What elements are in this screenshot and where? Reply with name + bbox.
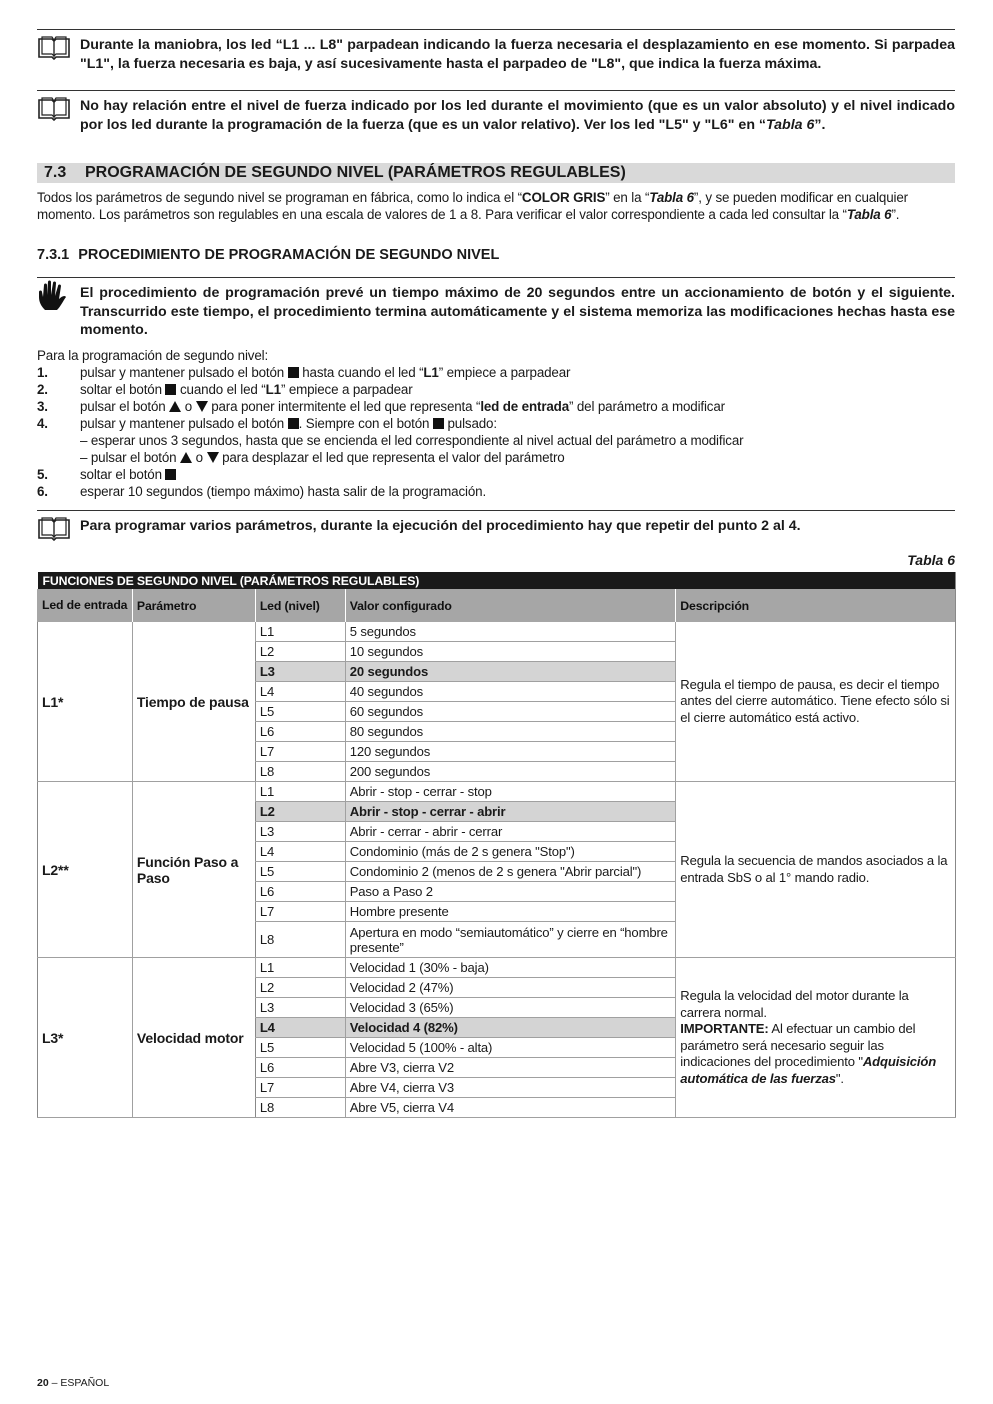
list-item [37,483,957,500]
level-cell: L3 [255,822,345,842]
description-cell: Regula el tiempo de pausa, es decir el tiempo antes del cierre automático. Tiene efecto sólo si el cierre automático está activo. [676,622,956,782]
value-cell: 60 segundos [345,702,676,722]
description-cell: Regula la velocidad del motor durante la carrera normal. IMPORTANTE: Al efectuar un cambio del parámetro será necesario seguir las indicaciones del procedimiento "Adquisición automática de las fuerzas". [676,958,956,1118]
value-cell: 10 segundos [345,642,676,662]
level-cell: L2 [255,642,345,662]
step-text: – esperar unos 3 segundos, hasta que se encienda el led correspondiente al nivel actual del parámetro a modificar [80,433,744,448]
subsection-number: 7.3.1 [37,247,70,263]
value-cell: 5 segundos [345,622,676,642]
note-box [37,29,955,73]
stop-square-icon [165,469,176,480]
intro-text: Todos los parámetros de segundo nivel se programan en fábrica, como lo indica el “ [37,190,522,205]
value-cell: Abre V5, cierra V4 [345,1098,676,1118]
book-icon [37,35,71,61]
up-arrow-icon [180,452,192,463]
level-cell: L1 [255,782,345,802]
description-cell: Regula la secuencia de mandos asociados a la entrada SbS o al 1° mando radio. [676,782,956,958]
level-cell: L8 [255,762,345,782]
level-cell: L1 [255,622,345,642]
column-header: Led (nivel) [255,589,345,622]
intro-text: ” en la “ [605,190,650,205]
level-cell: L7 [255,902,345,922]
parameter-cell: Velocidad motor [132,958,255,1118]
list-item [37,364,957,381]
step-number: 2. [37,382,48,397]
note-box [37,90,955,134]
page-footer [37,1377,109,1389]
intro-emph: COLOR GRIS [521,190,606,205]
level-cell: L6 [255,882,345,902]
section-heading [37,163,955,183]
level-cell: L4 [255,842,345,862]
intro-text: ”, y se pueden modificar en cualquier [693,190,908,205]
table-caption: FUNCIONES DE SEGUNDO NIVEL (PARÁMETROS REGULABLES) [38,572,956,589]
level-cell: L4 [255,1018,345,1038]
value-cell: Abre V3, cierra V2 [345,1058,676,1078]
value-cell: Abrir - stop - cerrar - abrir [345,802,676,822]
led-input-cell: L1* [38,622,133,782]
warning-box [37,277,955,340]
value-cell: Abre V4, cierra V3 [345,1078,676,1098]
step-number: 4. [37,416,48,431]
step-number: 5. [37,467,48,482]
level-cell: L3 [255,998,345,1018]
stop-square-icon [288,418,299,429]
value-cell: Velocidad 1 (30% - baja) [345,958,676,978]
step-number: 3. [37,399,48,414]
list-subitem [37,432,957,449]
list-item [37,466,957,483]
stop-square-icon [433,418,444,429]
parameter-cell: Tiempo de pausa [132,622,255,782]
level-cell: L8 [255,922,345,958]
level-cell: L4 [255,682,345,702]
column-header: Led de entrada [38,589,133,622]
step-text: pulsar el botón o para poner intermitente el led que representa “led de entrada” del parámetro a modificar [80,399,725,414]
value-cell: Condominio (más de 2 s genera "Stop") [345,842,676,862]
level-cell: L2 [255,802,345,822]
footer-language: – ESPAÑOL [48,1377,110,1389]
list-subitem [37,449,957,466]
step-text: soltar el botón [80,466,176,483]
value-cell: 120 segundos [345,742,676,762]
value-cell: 20 segundos [345,662,676,682]
step-text: esperar 10 segundos (tiempo máximo) hasta salir de la programación. [80,484,487,499]
parameters-table [37,572,956,1118]
list-item [37,398,957,415]
book-icon [37,516,71,542]
value-cell: Velocidad 2 (47%) [345,978,676,998]
book-icon [37,96,71,122]
subsection-title: PROCEDIMIENTO DE PROGRAMACIÓN DE SEGUNDO NIVEL [78,247,500,263]
column-header: Valor configurado [345,589,676,622]
step-number: 6. [37,484,48,499]
value-cell: Condominio 2 (menos de 2 s genera "Abrir parcial") [345,862,676,882]
value-cell: Paso a Paso 2 [345,882,676,902]
note-text: Para programar varios parámetros, durante la ejecución del procedimiento hay que repetir del punto 2 al 4. [80,518,801,534]
list-item [37,415,957,432]
stop-square-icon [165,384,176,395]
warning-text: El procedimiento de programación prevé un tiempo máximo de 20 segundos entre un accionamiento de botón y el siguiente. Transcurrido este tiempo, el procedimiento termina automáticamente y el sistema memoriza las modificaciones hechas hasta ese momento. [80,285,955,338]
section-title: PROGRAMACIÓN DE SEGUNDO NIVEL (PARÁMETROS REGULABLES) [85,164,626,181]
step-text: – pulsar el botón o para desplazar el led que representa el valor del parámetro [80,450,565,465]
level-cell: L6 [255,722,345,742]
step-text: soltar el botón cuando el led “L1” empiece a parpadear [80,382,413,397]
steps-intro: Para la programación de segundo nivel: [37,348,269,363]
column-header: Descripción [676,589,956,622]
value-cell: Abrir - stop - cerrar - stop [345,782,676,802]
table-row [38,958,956,978]
table-row [38,782,956,802]
level-cell: L5 [255,702,345,722]
table-reference: Tabla 6 [846,207,892,222]
step-number: 1. [37,365,48,380]
intro-text: ”. [891,207,900,222]
steps-list [37,364,957,500]
step-text: pulsar y mantener pulsado el botón hasta cuando el led “L1” empiece a parpadear [80,365,571,380]
parameter-cell: Función Paso a Paso [132,782,255,958]
note-text: Durante la maniobra, los led “L1 ... L8" parpadean indicando la fuerza necesaria el desplazamiento en ese momento. Si parpadea "L1", la fuerza necesaria es baja, y así sucesivamente hasta el parpadeo de "L8", que indica la fuerza máxima. [80,37,955,72]
level-cell: L3 [255,662,345,682]
value-cell: 80 segundos [345,722,676,742]
intro-text: momento. Los parámetros son regulables en una escala de valores de 1 a 8. Para verificar el valor correspondiente a cada led consultar la “ [37,207,847,222]
subsection-heading [37,247,499,263]
level-cell: L5 [255,862,345,882]
note-box [37,510,955,536]
level-cell: L7 [255,1078,345,1098]
table-reference: Tabla 6 [649,190,694,205]
section-number: 7.3 [44,164,67,181]
value-cell: Abrir - cerrar - abrir - cerrar [345,822,676,842]
level-cell: L5 [255,1038,345,1058]
table-row [38,622,956,642]
page-number: 20 [37,1377,49,1389]
level-cell: L8 [255,1098,345,1118]
up-arrow-icon [169,401,181,412]
level-cell: L2 [255,978,345,998]
level-cell: L1 [255,958,345,978]
down-arrow-icon [207,452,219,463]
value-cell: Velocidad 3 (65%) [345,998,676,1018]
list-item [37,381,957,398]
led-input-cell: L3* [38,958,133,1118]
level-cell: L7 [255,742,345,762]
table-label: Tabla 6 [907,552,955,568]
column-header: Parámetro [132,589,255,622]
intro-paragraph [37,189,957,223]
note-text-part: No hay relación entre el nivel de fuerza indicado por los led durante el movimiento (que es un valor absoluto) y el nivel indicado por los led durante la programación de la fuerza (que es un valor relativo). Ver los led "L5" y "L6" en “ [80,98,955,133]
note-text-part: ”. [814,116,826,133]
step-text: pulsar y mantener pulsado el botón . Siempre con el botón pulsado: [80,416,497,431]
value-cell: Velocidad 5 (100% - alta) [345,1038,676,1058]
note-text [80,91,955,134]
led-input-cell: L2** [38,782,133,958]
hand-stop-icon [37,280,69,312]
value-cell: Apertura en modo “semiautomático” y cierre en “hombre presente” [345,922,676,958]
down-arrow-icon [196,401,208,412]
value-cell: Velocidad 4 (82%) [345,1018,676,1038]
level-cell: L6 [255,1058,345,1078]
stop-square-icon [288,367,299,378]
value-cell: 200 segundos [345,762,676,782]
table-reference: Tabla 6 [766,116,815,133]
value-cell: Hombre presente [345,902,676,922]
value-cell: 40 segundos [345,682,676,702]
